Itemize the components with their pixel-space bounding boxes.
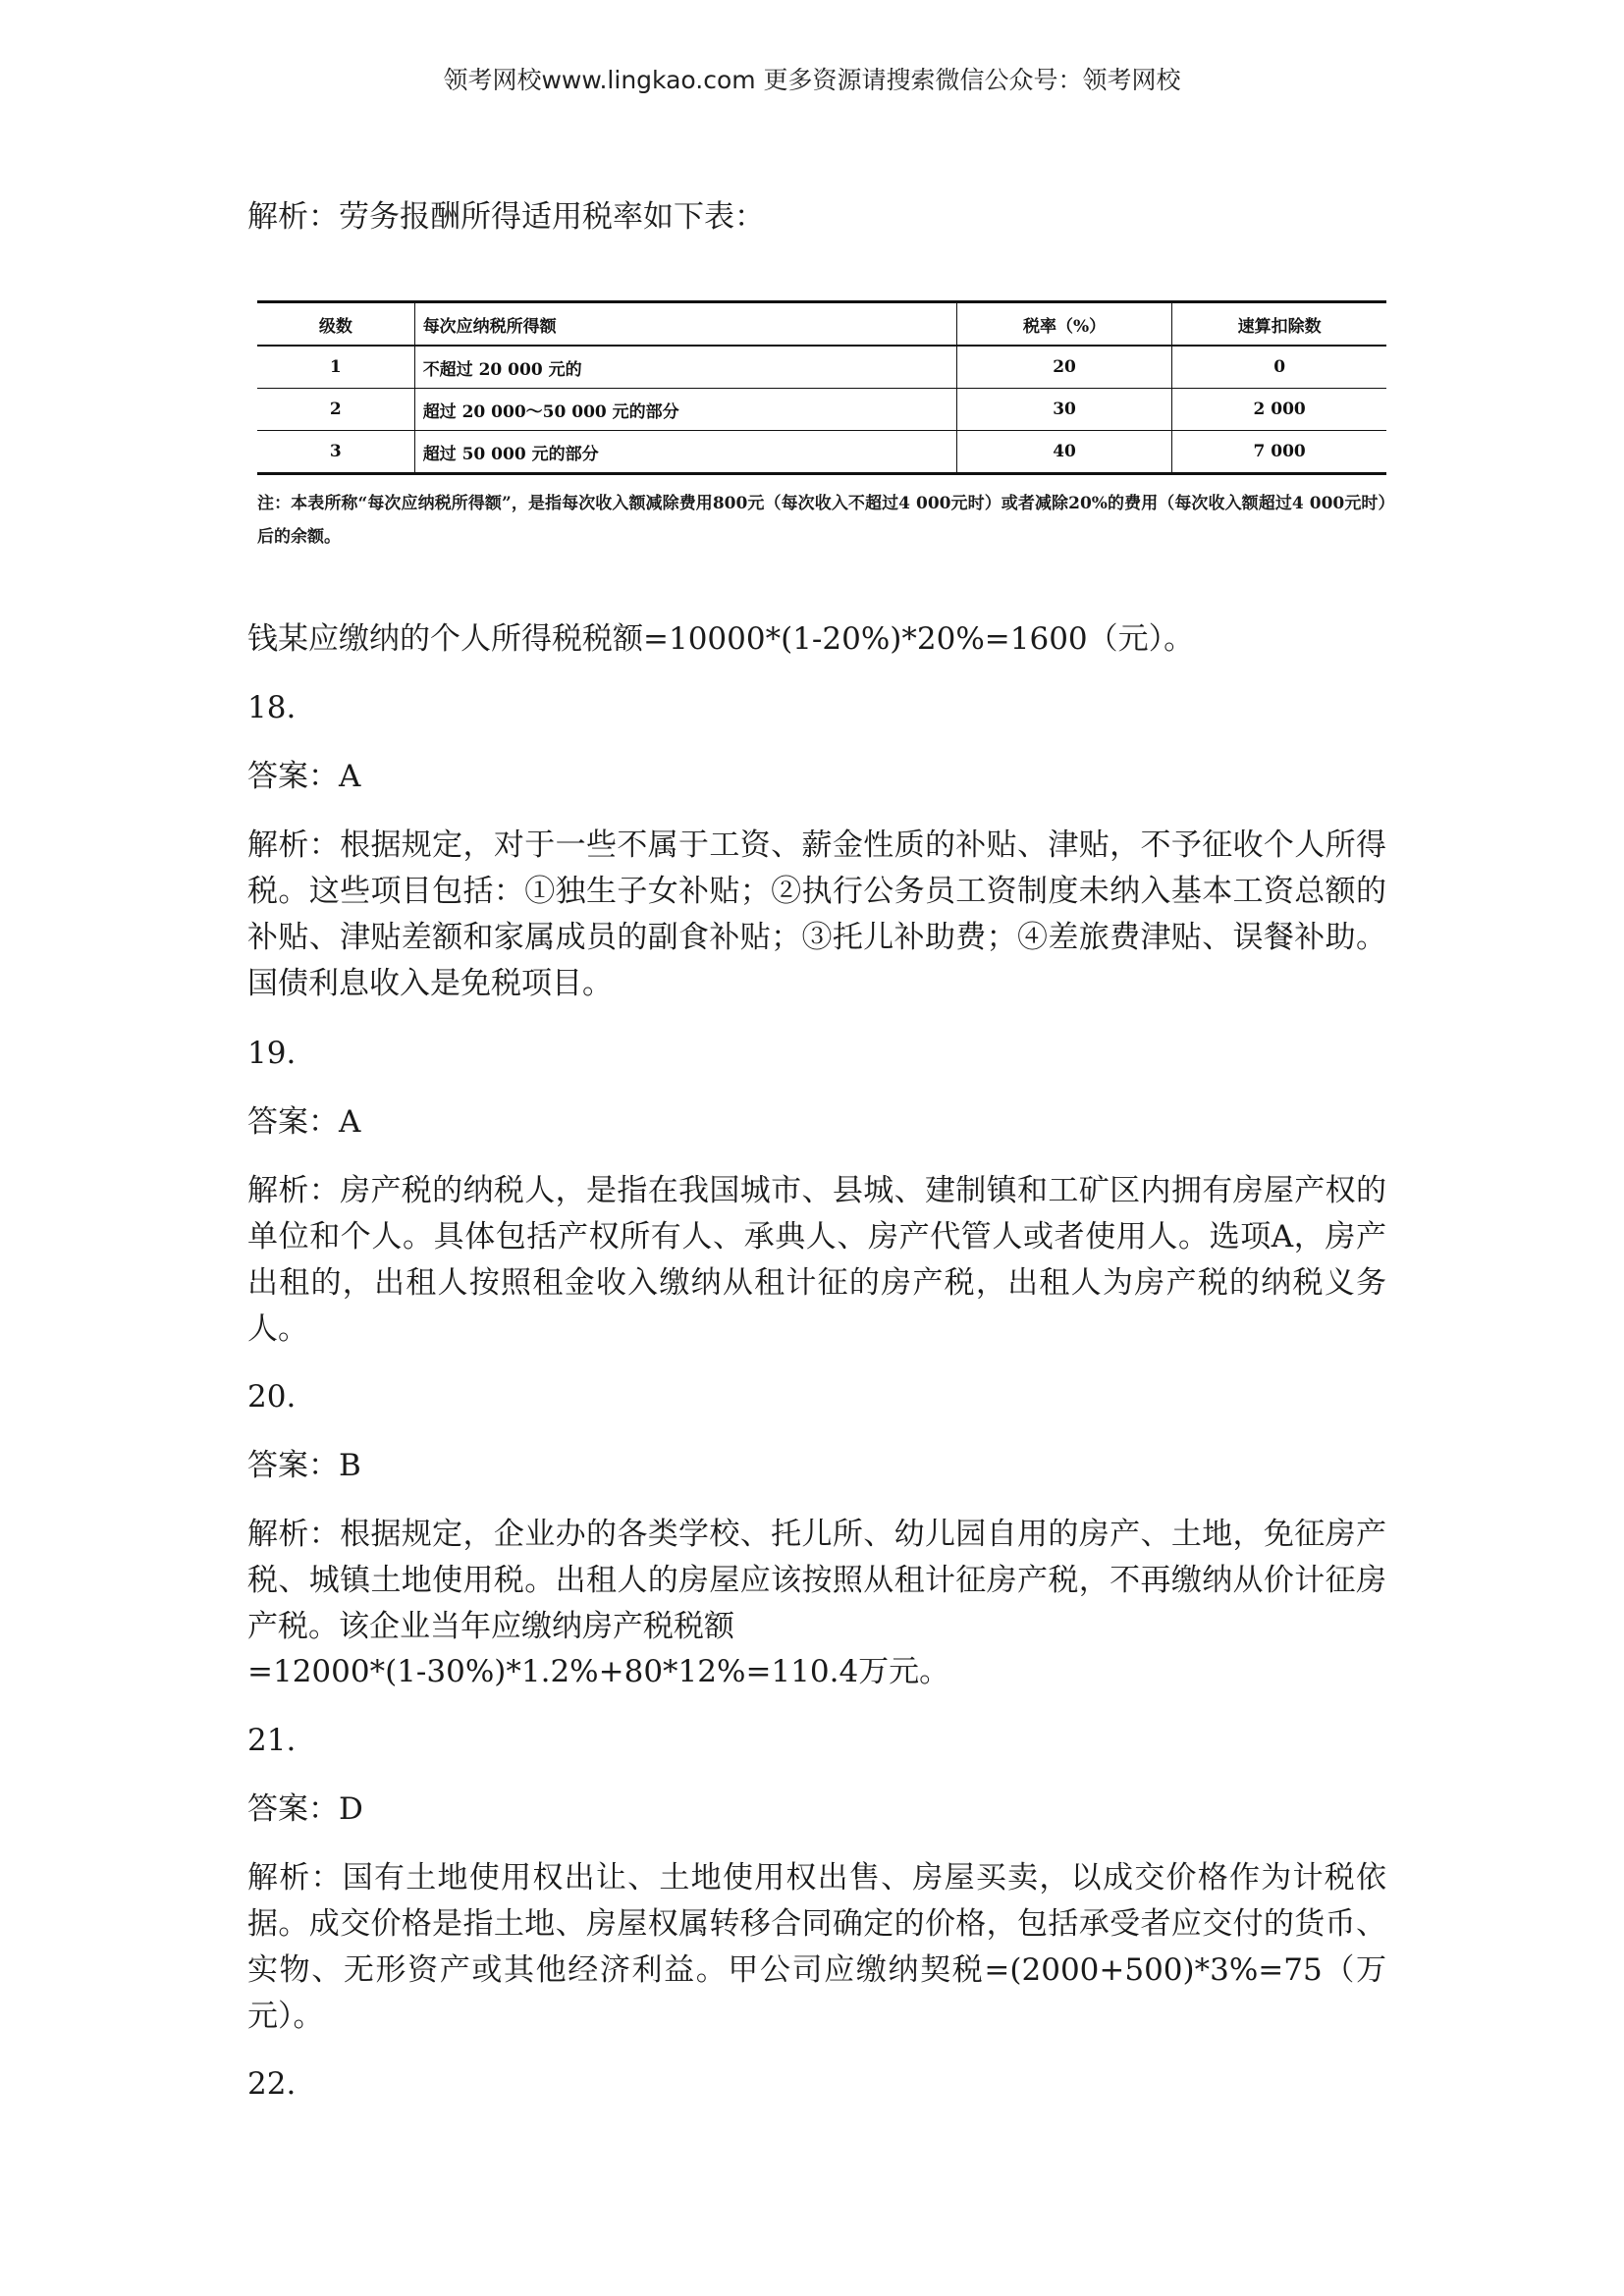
question-number-20: 20. (247, 1379, 297, 1415)
analysis-21: 解析：国有土地使用权出让、土地使用权出售、房屋买卖，以成交价格作为计税依据。成交价格是指土地、房屋权属转移合同确定的价格，包括承受者应交付的货币、实物、无形资产或其他经济利益。甲公司应缴纳契税=(2000+500)*3%=75（万元）。 (247, 1860, 1386, 2034)
page-header: 领考网校www.lingkao.com 更多资源请搜索微信公众号：领考网校 (443, 66, 1181, 94)
calc-17: 钱某应缴纳的个人所得税税额=10000*(1-20%)*20%=1600（元）。 (247, 621, 1195, 657)
analysis-19: 解析：房产税的纳税人，是指在我国城市、县城、建制镇和工矿区内拥有房屋产权的单位和个人。具体包括产权所有人、承典人、房产代管人或者使用人。选项A，房产出租的，出租人按照租金收入缴纳从租计征的房产税，出租人为房产税的纳税义务人。 (247, 1173, 1386, 1347)
header-taxable-income: 每次应纳税所得额 (414, 302, 956, 347)
cell-income: 不超过 20 000 元的 (414, 346, 956, 389)
header-quick-deduction: 速算扣除数 (1172, 302, 1386, 347)
table-header-row (257, 302, 1386, 347)
question-number-21: 21. (247, 1723, 297, 1758)
question-number-18: 18. (247, 690, 297, 725)
table-row (257, 389, 1386, 431)
question-number-19: 19. (247, 1036, 297, 1071)
answer-20: 答案：B (247, 1448, 361, 1483)
cell-level: 3 (257, 431, 414, 474)
cell-deduction: 7 000 (1172, 431, 1386, 474)
answer-19: 答案：A (247, 1104, 361, 1140)
table-row (257, 431, 1386, 474)
tax-rate-table-block (257, 300, 1386, 554)
cell-income: 超过 20 000～50 000 元的部分 (414, 389, 956, 431)
analysis-18: 解析：根据规定，对于一些不属于工资、薪金性质的补贴、津贴，不予征收个人所得税。这些项目包括：①独生子女补贴；②执行公务员工资制度未纳入基本工资总额的补贴、津贴差额和家属成员的副食补贴；③托儿补助费；④差旅费津贴、误餐补助。国债利息收入是免税项目。 (247, 828, 1386, 1001)
header-tax-rate: 税率（%） (956, 302, 1171, 347)
cell-deduction: 2 000 (1172, 389, 1386, 431)
cell-rate: 40 (956, 431, 1171, 474)
cell-level: 2 (257, 389, 414, 431)
answer-21: 答案：D (247, 1791, 363, 1827)
question-number-22: 22. (247, 2066, 297, 2102)
header-level: 级数 (257, 302, 414, 347)
tax-rate-table (257, 300, 1386, 475)
cell-deduction: 0 (1172, 346, 1386, 389)
formula-20: =12000*(1-30%)*1.2%+80*12%=110.4万元。 (247, 1654, 950, 1689)
intro-text: 解析：劳务报酬所得适用税率如下表： (247, 199, 765, 235)
cell-rate: 20 (956, 346, 1171, 389)
table-row (257, 346, 1386, 389)
table-note: 注：本表所称“每次应纳税所得额”，是指每次收入额减除费用800元（每次收入不超过4 000元时）或者减除20%的费用（每次收入额超过4 000元时）后的余额。 (257, 494, 1386, 547)
answer-18: 答案：A (247, 759, 361, 794)
analysis-20: 解析：根据规定，企业办的各类学校、托儿所、幼儿园自用的房产、土地，免征房产税、城镇土地使用税。出租人的房屋应该按照从租计征房产税，不再缴纳从价计征房产税。该企业当年应缴纳房产税税额 (247, 1517, 1386, 1644)
cell-level: 1 (257, 346, 414, 389)
cell-income: 超过 50 000 元的部分 (414, 431, 956, 474)
cell-rate: 30 (956, 389, 1171, 431)
